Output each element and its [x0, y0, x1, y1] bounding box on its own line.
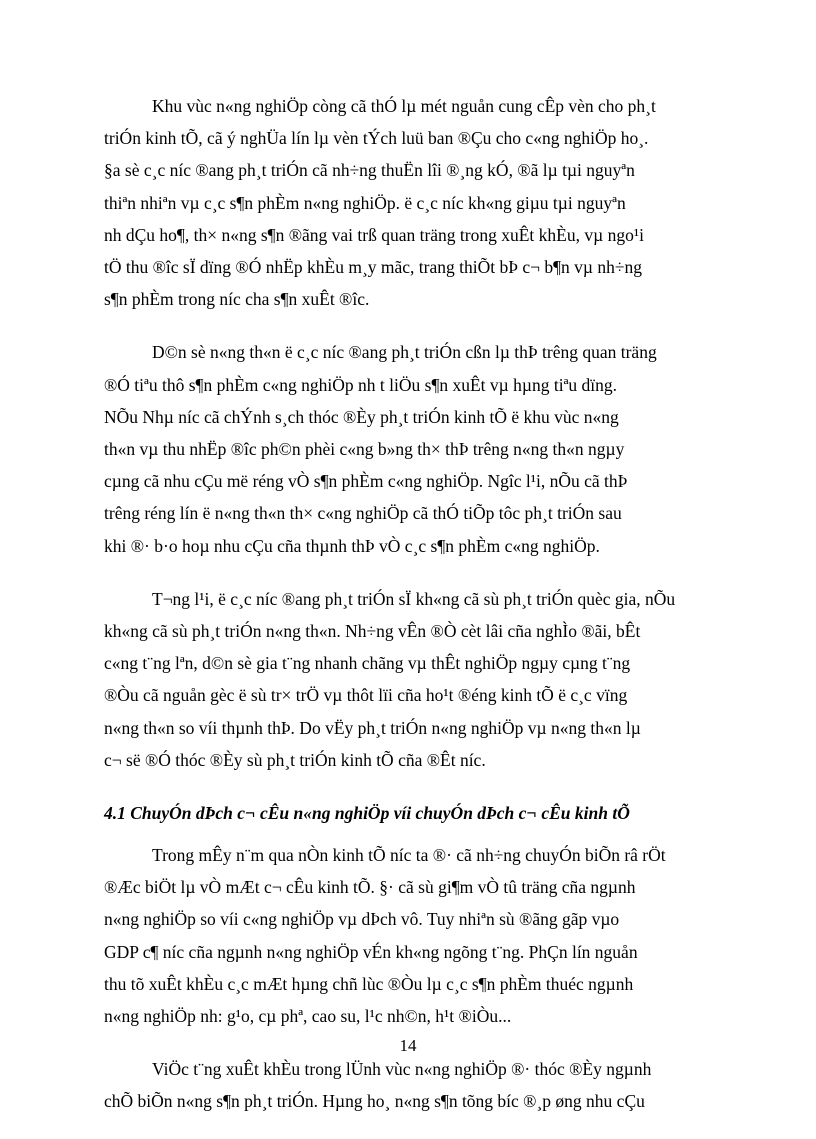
text-line: n«ng nghiÖp so víi c«ng nghiÖp vµ dÞch vô. Tuy nhiªn sù ®ãng gãp vµo — [104, 909, 620, 930]
text-line: thiªn nhiªn vµ c¸c s¶n phÈm n«ng nghiÖp. ë c¸c níc kh«ng giµu tµi nguyªn — [104, 192, 626, 213]
text-line: nh dÇu ho¶, th× n«ng s¶n ®ãng vai trß quan träng trong xuÊt khÈu, vµ ngo¹i — [104, 224, 644, 245]
body-text — [104, 90, 730, 1139]
text-line: trêng réng lín ë n«ng th«n th× c«ng nghiÖp cã thÓ tiÕp tôc ph¸t triÓn sau — [104, 503, 622, 524]
text-line: s¶n phÈm trong níc cha s¶n xuÊt ®îc. — [104, 289, 370, 310]
section-heading: 4.1 ChuyÓn dÞch c¬ cÊu n«ng nghiÖp víi chuyÓn dÞch c¬ cÊu kinh tÕ — [104, 803, 630, 824]
text-line: n«ng nghiÖp nh: g¹o, cµ phª, cao su, l¹c nh©n, h¹t ®iÒu... — [104, 1006, 512, 1027]
page-number: 14 — [399, 1036, 417, 1055]
paragraph — [104, 839, 730, 1032]
text-line: ®Æc biÖt lµ vÒ mÆt c¬ cÊu kinh tÕ. §· cã sù gi¶m vÒ tû träng cña ngµnh — [104, 877, 636, 898]
text-line: ®Ó tiªu thô s¶n phÈm c«ng nghiÖp nh t liÖu s¶n xuÊt vµ hµng tiªu dïng. — [104, 374, 618, 395]
paragraph — [104, 336, 730, 561]
text-line: Trong mÊy n¨m qua nÒn kinh tÕ níc ta ®· cã nh÷ng chuyÓn biÕn râ rÖt — [152, 845, 666, 866]
paragraph — [104, 90, 730, 315]
text-line: ViÖc t¨ng xuÊt khÈu trong lÜnh vùc n«ng nghiÖp ®· thóc ®Èy ngµnh — [152, 1059, 652, 1080]
text-line: D©n sè n«ng th«n ë c¸c níc ®ang ph¸t triÓn cßn lµ thÞ trêng quan träng — [152, 342, 657, 363]
text-line: th«n vµ thu nhËp ®îc ph©n phèi c«ng b»ng th× thÞ trêng n«ng th«n ngµy — [104, 439, 625, 460]
text-line: thu tõ xuÊt khÈu c¸c mÆt hµng chñ lùc ®Òu lµ c¸c s¶n phÈm thuéc ngµnh — [104, 973, 634, 994]
text-line: triÓn kinh tÕ, cã ý nghÜa lín lµ vèn tÝch luü ban ®Çu cho c«ng nghiÖp ho¸. — [104, 128, 649, 149]
text-line: chÕ biÕn n«ng s¶n ph¸t triÓn. Hµng ho¸ n«ng s¶n tõng bíc ®¸p øng nhu cÇu — [104, 1091, 645, 1112]
text-line: c¬ së ®Ó thóc ®Èy sù ph¸t triÓn kinh tÕ cña ®Êt níc. — [104, 749, 486, 770]
text-line: §a sè c¸c níc ®ang ph¸t triÓn cã nh÷ng thuËn lîi ®¸ng kÓ, ®ã lµ tµi nguyªn — [104, 160, 635, 181]
text-line: T¬ng l¹i, ë c¸c níc ®ang ph¸t triÓn sÏ kh«ng cã sù ph¸t triÓn quèc gia, nÕu — [152, 588, 676, 609]
text-line: c«ng t¨ng lªn, d©n sè gia t¨ng nhanh chãng vµ thÊt nghiÖp ngµy cµng t¨ng — [104, 653, 631, 674]
text-line: ®Òu cã nguån gèc ë sù tr× trÖ vµ thôt lïi cña ho¹t ®éng kinh tÕ ë c¸c vïng — [104, 685, 628, 706]
text-line: NÕu Nhµ níc cã chÝnh s¸ch thóc ®Èy ph¸t triÓn kinh tÕ ë khu vùc n«ng — [104, 406, 619, 427]
paragraph — [104, 1053, 730, 1117]
text-line: khi ®· b·o hoµ nhu cÇu cña thµnh thÞ vÒ c¸c s¶n phÈm c«ng nghiÖp. — [104, 535, 600, 556]
paragraph — [104, 583, 730, 776]
text-line: kh«ng cã sù ph¸t triÓn n«ng th«n. Nh÷ng vÊn ®Ò cèt lâi cña nghÌo ®ãi, bÊt — [104, 621, 641, 642]
text-line: n«ng th«n so víi thµnh thÞ. Do vËy ph¸t triÓn n«ng nghiÖp vµ n«ng th«n lµ — [104, 717, 641, 738]
text-line: cµng cã nhu cÇu më réng vÒ s¶n phÈm c«ng nghiÖp. Ngîc l¹i, nÕu cã thÞ — [104, 471, 628, 492]
text-line: tÖ thu ®îc sÏ dïng ®Ó nhËp khÈu m¸y mãc, trang thiÕt bÞ c¬ b¶n vµ nh÷ng — [104, 257, 642, 278]
text-line: GDP c¶ níc cña ngµnh n«ng nghiÖp vÉn kh«ng ngõng t¨ng. PhÇn lín nguån — [104, 941, 638, 962]
text-line: Khu vùc n«ng nghiÖp còng cã thÓ lµ mét nguån cung cÊp vèn cho ph¸t — [152, 96, 656, 116]
